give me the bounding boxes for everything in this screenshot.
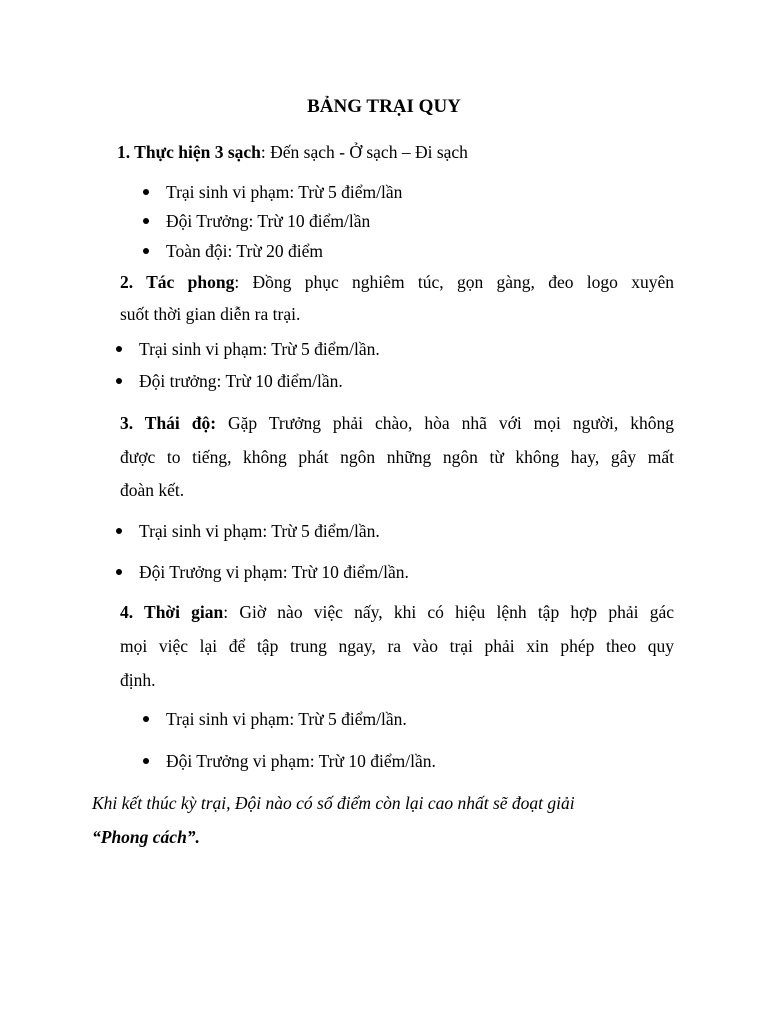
section-1-item: Trại sinh vi phạm: Trừ 5 điểm/lần bbox=[166, 182, 403, 202]
section-2-text: : Đồng phục nghiêm túc, gọn gàng, đeo logo xuyên bbox=[234, 272, 674, 292]
section-2-item: Đội trưởng: Trừ 10 điểm/lần. bbox=[139, 371, 343, 391]
closing-award: “Phong cách”. bbox=[92, 827, 200, 847]
bullet-icon bbox=[116, 346, 122, 352]
document-title: BẢNG TRẠI QUY bbox=[307, 96, 461, 117]
section-4-item: Trại sinh vi phạm: Trừ 5 điểm/lần. bbox=[166, 709, 407, 729]
section-4-label: 4. Thời gian bbox=[120, 602, 224, 622]
section-1-label: 1. Thực hiện 3 sạch bbox=[117, 142, 261, 162]
section-2-item: Trại sinh vi phạm: Trừ 5 điểm/lần. bbox=[139, 339, 380, 359]
section-2-label: 2. Tác phong bbox=[120, 272, 235, 292]
section-3-text-line: được to tiếng, không phát ngôn những ngôn từ không hay, gây mất bbox=[120, 447, 674, 467]
bullet-icon bbox=[116, 378, 122, 384]
bullet-icon bbox=[143, 716, 149, 722]
section-1-item: Đội Trưởng: Trừ 10 điểm/lần bbox=[166, 211, 371, 231]
section-4-text: : Giờ nào việc nấy, khi có hiệu lệnh tập hợp phải gác bbox=[223, 602, 674, 622]
bullet-icon bbox=[143, 758, 149, 764]
bullet-icon bbox=[143, 218, 149, 224]
section-2-text-line: suốt thời gian diễn ra trại. bbox=[120, 304, 301, 324]
section-1-heading bbox=[117, 141, 468, 163]
section-3-label: 3. Thái độ: bbox=[120, 413, 217, 433]
section-3-item: Đội Trưởng vi phạm: Trừ 10 điểm/lần. bbox=[139, 562, 409, 582]
bullet-icon bbox=[143, 248, 149, 254]
section-4-item: Đội Trưởng vi phạm: Trừ 10 điểm/lần. bbox=[166, 751, 436, 771]
section-3-text-line: đoàn kết. bbox=[120, 480, 185, 500]
section-4-text-line: mọi việc lại để tập trung ngay, ra vào trại phải xin phép theo quy bbox=[120, 636, 674, 656]
section-4-heading bbox=[120, 601, 674, 623]
section-1-item: Toàn đội: Trừ 20 điểm bbox=[166, 241, 324, 261]
section-4-text-line: định. bbox=[120, 670, 156, 690]
bullet-icon bbox=[116, 528, 122, 534]
closing-text: Khi kết thúc kỳ trại, Đội nào có số điểm còn lại cao nhất sẽ đoạt giải bbox=[92, 793, 575, 813]
bullet-icon bbox=[143, 189, 149, 195]
section-3-heading bbox=[120, 412, 674, 434]
bullet-icon bbox=[116, 569, 122, 575]
section-3-item: Trại sinh vi phạm: Trừ 5 điểm/lần. bbox=[139, 521, 380, 541]
section-1-text: : Đến sạch - Ở sạch – Đi sạch bbox=[260, 142, 468, 162]
section-2-heading bbox=[120, 271, 674, 293]
section-3-text: Gặp Trưởng phải chào, hòa nhã với mọi người, không bbox=[216, 413, 675, 433]
